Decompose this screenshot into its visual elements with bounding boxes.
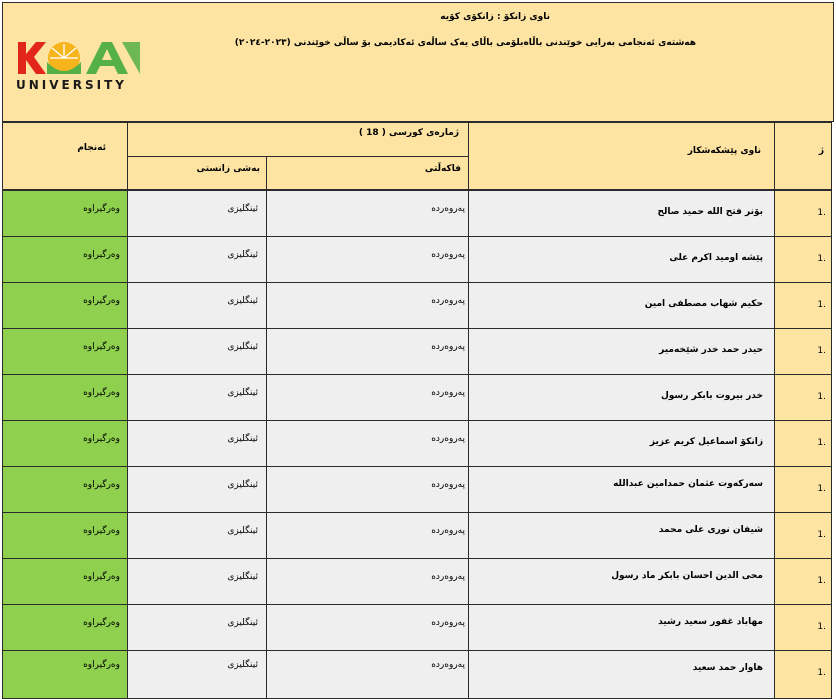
university-line: ناوی زانکۆ : زانکۆی کۆیە: [440, 12, 550, 22]
row-index: 1.: [817, 622, 826, 632]
student-name: پێشە اومید اکرم علی: [669, 253, 763, 263]
channel-value: پەروەردە: [431, 388, 465, 398]
student-name: سەرکەوت عثمان حمدامین عبدالله: [613, 479, 763, 489]
header-name-cell: [468, 122, 775, 190]
row-index: 1.: [817, 530, 826, 540]
specialty-value: ئینگلیزی: [227, 480, 258, 490]
row-index: 1.: [817, 208, 826, 218]
header-group: ژمارەی کورسی ( 18 ): [358, 128, 459, 138]
result-value: وەرگیراوە: [83, 618, 120, 628]
specialty-value: ئینگلیزی: [227, 250, 258, 260]
channel-value: پەروەردە: [431, 480, 465, 490]
student-name: محی الدین احسان بابکر ماد رسول: [611, 571, 763, 581]
result-value: وەرگیراوە: [83, 572, 120, 582]
row-index: 1.: [817, 300, 826, 310]
row-index: 1.: [817, 576, 826, 586]
student-name: حکیم شهاب مصطفی امین: [644, 299, 763, 309]
specialty-value: ئینگلیزی: [227, 526, 258, 536]
specialty-value: ئینگلیزی: [227, 618, 258, 628]
row-index: 1.: [817, 254, 826, 264]
result-value: وەرگیراوە: [83, 204, 120, 214]
specialty-value: ئینگلیزی: [227, 342, 258, 352]
channel-value: پەروەردە: [431, 572, 465, 582]
row-index: 1.: [817, 346, 826, 356]
row-index: 1.: [817, 668, 826, 678]
specialty-cell: [127, 650, 267, 699]
specialty-value: ئینگلیزی: [227, 204, 258, 214]
row-index: 1.: [817, 438, 826, 448]
channel-value: پەروەردە: [431, 204, 465, 214]
name-cell: [468, 558, 775, 605]
result-value: وەرگیراوە: [83, 660, 120, 670]
header-channel: فاکەڵتی: [424, 164, 461, 174]
name-cell: [468, 466, 775, 513]
channel-value: پەروەردە: [431, 526, 465, 536]
result-value: وەرگیراوە: [83, 296, 120, 306]
specialty-value: ئینگلیزی: [227, 388, 258, 398]
header-specialty: بەشی زانستی: [196, 164, 260, 174]
student-name: زانکۆ اسماعیل کریم عزیز: [649, 437, 763, 447]
student-name: حیدر حمد خدر شێخەمیر: [659, 345, 763, 355]
document-title: هەشتەی ئەنجامی بەرایی خوێندنی باڵاەبلۆمی باڵای یەک ساڵەی ئەکادیمی بۆ ساڵی خوێندنی (٢٠٢٣-٢٠٢٤): [234, 38, 696, 48]
specialty-value: ئینگلیزی: [227, 434, 258, 444]
student-name: بۆنر فتح الله حمید صالح: [657, 207, 763, 217]
channel-value: پەروەردە: [431, 434, 465, 444]
row-index: 1.: [817, 484, 826, 494]
student-name: هاوار حمد سعید: [692, 663, 763, 673]
logo-wordmark: UNIVERSITY: [16, 78, 127, 92]
channel-value: پەروەردە: [431, 250, 465, 260]
header-result-cell: [2, 122, 128, 190]
channel-value: پەروەردە: [431, 296, 465, 306]
channel-cell: [266, 650, 469, 699]
result-value: وەرگیراوە: [83, 434, 120, 444]
result-value: وەرگیراوە: [83, 250, 120, 260]
specialty-value: ئینگلیزی: [227, 572, 258, 582]
channel-value: پەروەردە: [431, 342, 465, 352]
header-index-cell: [774, 122, 832, 190]
student-name: شیفان نوری علی محمد: [658, 525, 763, 535]
row-index: 1.: [817, 392, 826, 402]
name-cell: [468, 604, 775, 651]
result-value: وەرگیراوە: [83, 526, 120, 536]
header-index: ژ: [818, 146, 824, 156]
result-value: وەرگیراوە: [83, 342, 120, 352]
specialty-value: ئینگلیزی: [227, 660, 258, 670]
channel-value: پەروەردە: [431, 618, 465, 628]
name-cell: [468, 650, 775, 699]
name-cell: [468, 512, 775, 559]
student-name: مهاباد غفور سعید رشید: [658, 617, 763, 627]
result-value: وەرگیراوە: [83, 480, 120, 490]
header-result: ئەنجام: [77, 143, 106, 153]
header-name: ناوی پێشکەشکار: [687, 146, 761, 156]
channel-value: پەروەردە: [431, 660, 465, 670]
student-name: خدر بیروت بابکر رسول: [660, 391, 763, 401]
result-value: وەرگیراوە: [83, 388, 120, 398]
result-cell: [2, 650, 128, 699]
specialty-value: ئینگلیزی: [227, 296, 258, 306]
